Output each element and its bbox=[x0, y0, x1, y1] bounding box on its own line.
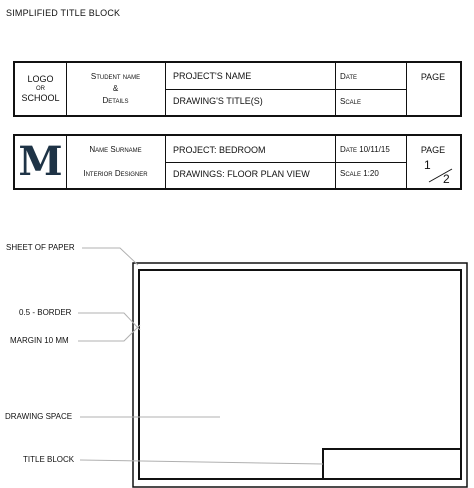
student-name-label: Student name bbox=[90, 72, 141, 81]
label-margin: MARGIN 10 MM bbox=[10, 336, 69, 345]
paper-outline bbox=[133, 263, 467, 487]
page-cell: PAGE bbox=[420, 72, 446, 82]
leader-margin bbox=[78, 325, 140, 341]
scale-cell: Scale bbox=[340, 97, 362, 106]
title-block-area bbox=[323, 449, 461, 479]
project-name-cell: PROJECT'S NAME bbox=[173, 71, 252, 81]
diagram-heading: SIMPLIFIED TITLE BLOCK bbox=[6, 8, 121, 18]
label-border: 0.5 - BORDER bbox=[19, 308, 72, 317]
date-cell: Date bbox=[340, 72, 358, 81]
date-value-cell: Date 10/11/15 bbox=[340, 145, 390, 154]
label-drawing-space: DRAWING SPACE bbox=[5, 412, 73, 421]
leader-sheet bbox=[82, 248, 138, 265]
drawings-cell: DRAWINGS: FLOOR PLAN VIEW bbox=[173, 169, 310, 179]
logo-text-line2: OR bbox=[36, 86, 45, 92]
label-title-block: TITLE BLOCK bbox=[23, 455, 75, 464]
designer-role: Interior Designer bbox=[83, 169, 148, 178]
details-label: Details bbox=[102, 96, 129, 105]
leader-title-block bbox=[80, 460, 323, 464]
leader-border bbox=[78, 313, 140, 330]
page-total: 2 bbox=[443, 172, 450, 186]
page-label: PAGE bbox=[420, 145, 446, 155]
logo-text-line3: SCHOOL bbox=[21, 93, 60, 103]
logo-text-line1: LOGO bbox=[27, 74, 54, 84]
logo-m-letter: M bbox=[18, 138, 63, 185]
drawing-title-cell: DRAWING'S TITLE(S) bbox=[173, 96, 263, 106]
ampersand: & bbox=[112, 84, 119, 93]
designer-name: Name Surname bbox=[89, 145, 142, 154]
drawing-border bbox=[139, 270, 461, 479]
project-bedroom-cell: PROJECT: BEDROOM bbox=[173, 145, 266, 155]
label-sheet-of-paper: SHEET OF PAPER bbox=[6, 243, 75, 252]
page-number: 1 bbox=[424, 158, 431, 172]
scale-value-cell: Scale 1:20 bbox=[340, 169, 379, 178]
